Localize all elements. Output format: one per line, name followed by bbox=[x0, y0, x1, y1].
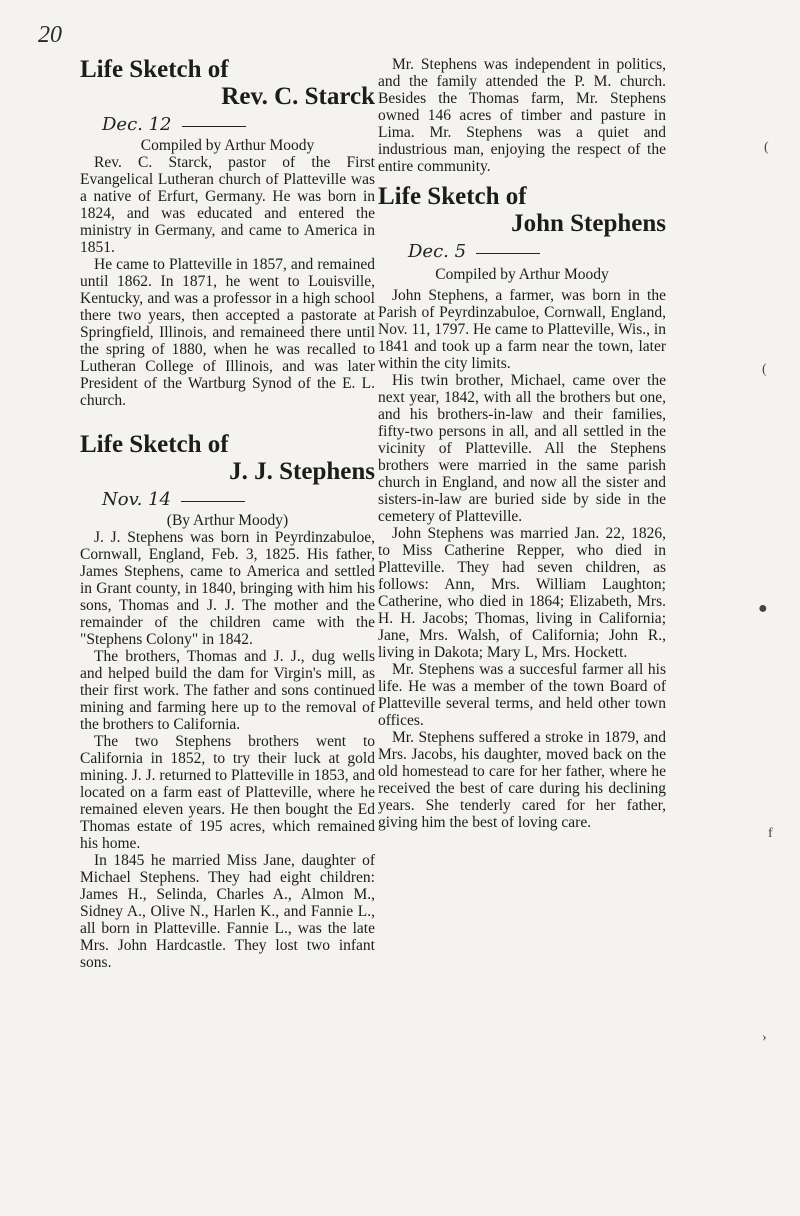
byline: Compiled by Arthur Moody bbox=[435, 266, 609, 283]
paragraph: His twin brother, Michael, came over the next year, 1842, with all the brothers but one, and his brothers-in-law and their families, fifty-two persons in all, and all settled in the vicinity of Platteville. All the Stephens brothers were married in the same parish church in England, and now all the sister and sisters-in-law are buried side by side in the cemetery of Platteville. bbox=[378, 372, 666, 525]
paragraph-continued: Mr. Stephens was independent in politics, and the family attended the P. M. church. Besides the Thomas farm, Mr. Stephens owned 146 acres of timber and pasture in Lima. Mr. Stephens was a quiet and industrious man, enjoying the respect of the entire community. bbox=[378, 56, 666, 175]
paragraph: In 1845 he married Miss Jane, daughter of Michael Stephens. They had eight children: James H., Selinda, Charles A., Almon M., Sidney A., Olive N., Harlen K., and Fannie L., all born in Platteville. Fannie L., was the late Mrs. John Hardcastle. They lost two infant sons. bbox=[80, 852, 375, 971]
article-title-line1: Life Sketch of bbox=[80, 56, 229, 83]
article-title-line2: J. J. Stephens bbox=[229, 458, 375, 485]
paragraph: Mr. Stephens suffered a stroke in 1879, and Mrs. Jacobs, his daughter, moved back on the old homestead to care for her father, where he received the best of care during his declining years. She tenderly cared for her father, giving him the best of loving care. bbox=[378, 729, 666, 831]
paragraph: J. J. Stephens was born in Peyrdinzabuloe, Cornwall, England, Feb. 3, 1825. His father, James Stephens, came to America and settled in Grant county, in 1840, bringing with him his sons, Thomas and J. J. The mother and the remainder of the children came with the "Stephens Colony" in 1842. bbox=[80, 529, 375, 648]
paragraph: The brothers, Thomas and J. J., dug wells and helped build the dam for Virgin's mill, as their first work. The father and sons continued mining and farming here up to the removal of the brothers to California. bbox=[80, 648, 375, 733]
paragraph: Mr. Stephens was a succesful farmer all his life. He was a member of the town Board of Platteville several terms, and held other town offices. bbox=[378, 661, 666, 729]
article-starck bbox=[80, 56, 375, 409]
page-number: 20 bbox=[38, 22, 62, 48]
paragraph: He came to Platteville in 1857, and remained until 1862. In 1871, he went to Louisville, Kentucky, and was a professor in a high school there two years, then accepted a pastorate at Springfield, Illinois, and remaineed there until the spring of 1880, when he was recalled to Lutheran College of Illinois, and was later President of the Wartburg Synod of the E. L. church. bbox=[80, 256, 375, 409]
paragraph: John Stephens was married Jan. 22, 1826, to Miss Catherine Repper, who died in Platteville. They had seven children, as follows: Ann, Mrs. William Laughton; Catherine, who died in 1864; Elizabeth, Mrs. H. H. Jacobs; Thomas, living in California; Jane, Mrs. Walsh, of California; John R., living in Dakota; Mary L, Mrs. Hockett. bbox=[378, 525, 666, 661]
handwritten-annotation bbox=[102, 489, 375, 510]
handwritten-date: Nov. 14 bbox=[102, 489, 171, 510]
margin-mark: f bbox=[768, 826, 773, 841]
article-title-line1: Life Sketch of bbox=[378, 183, 527, 210]
article-title-line1: Life Sketch of bbox=[80, 431, 229, 458]
margin-mark: ● bbox=[758, 600, 768, 617]
left-column bbox=[80, 56, 375, 971]
underline-rule bbox=[476, 253, 540, 254]
article-jj-stephens bbox=[80, 431, 375, 971]
margin-mark: ( bbox=[764, 140, 769, 155]
paragraph: Rev. C. Starck, pastor of the First Evangelical Lutheran church of Platteville was a native of Erfurt, Germany. He was born in 1824, and was educated and entered the ministry in Germany, and came to America in 1851. bbox=[80, 154, 375, 256]
article-title-line2: John Stephens bbox=[511, 210, 666, 237]
handwritten-date: Dec. 12 bbox=[102, 114, 172, 135]
paragraph: John Stephens, a farmer, was born in the Parish of Peyrdinzabuloe, Cornwall, England, Nov. 11, 1797. He came to Platteville, Wis., in 1841 and took up a farm near the town, later within the city limits. bbox=[378, 287, 666, 372]
byline: Compiled by Arthur Moody bbox=[140, 137, 315, 154]
underline-rule bbox=[182, 126, 246, 127]
article-title-line2: Rev. C. Starck bbox=[221, 83, 375, 110]
underline-rule bbox=[181, 501, 245, 502]
handwritten-annotation bbox=[102, 114, 375, 135]
right-column bbox=[378, 56, 666, 831]
paragraph: The two Stephens brothers went to California in 1852, to try their luck at gold mining. J. J. returned to Platteville in 1853, and located on a farm east of Platteville, where he remained eleven years. He then bought the Ed Thomas estate of 195 acres, which remained his home. bbox=[80, 733, 375, 852]
handwritten-date: Dec. 5 bbox=[408, 241, 467, 262]
article-john-stephens bbox=[378, 183, 666, 831]
handwritten-annotation bbox=[408, 241, 666, 262]
byline: (By Arthur Moody) bbox=[166, 512, 289, 529]
margin-mark: ( bbox=[762, 362, 767, 377]
margin-mark: › bbox=[762, 1030, 767, 1045]
